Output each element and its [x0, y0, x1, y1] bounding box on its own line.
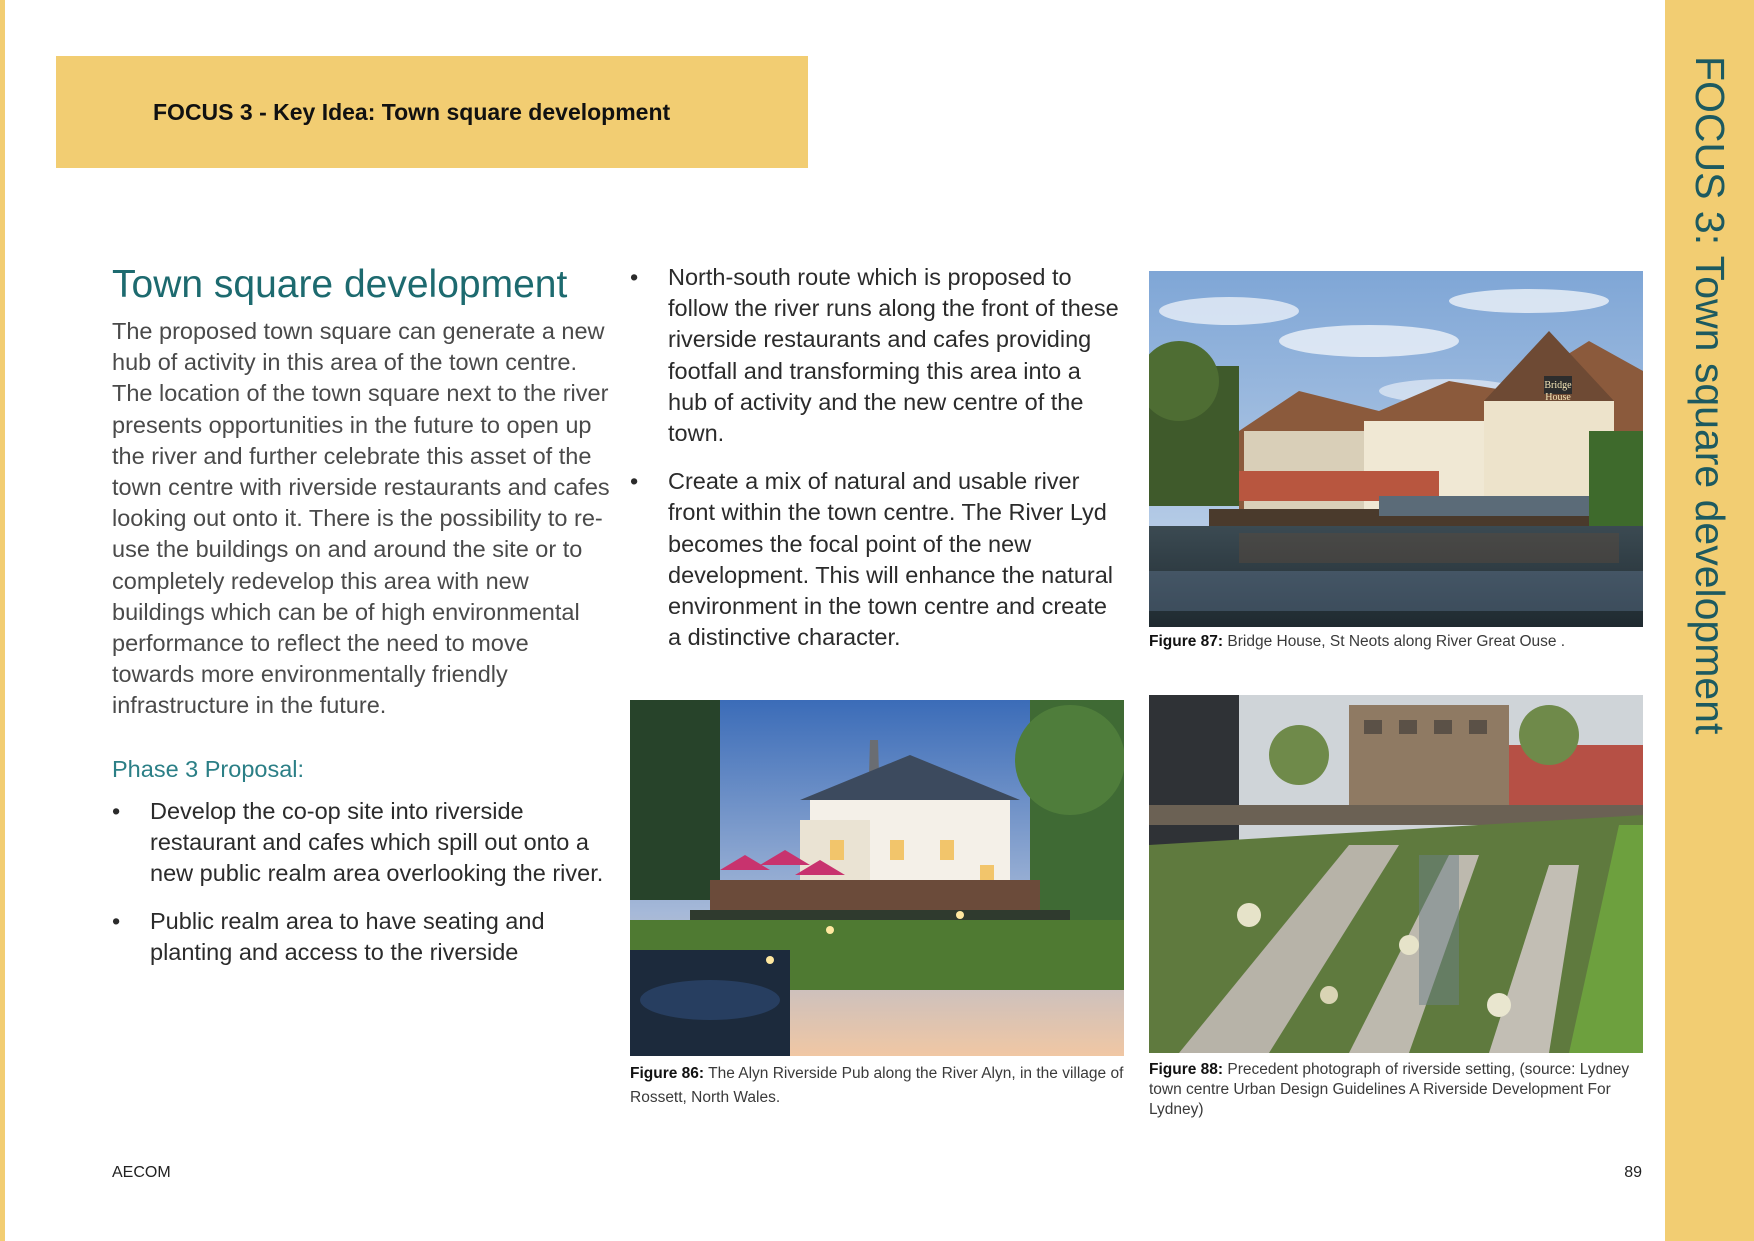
- phase-bullet-list: [112, 796, 612, 969]
- side-band: [1665, 0, 1754, 1241]
- pub-sign-line2: House: [1545, 392, 1571, 403]
- bullet-text: Create a mix of natural and usable river front within the town centre. The River Lyd becomes the focal point of the new development. This will enhance the natural environment in the town centre and create a distinctive character.: [668, 468, 1114, 651]
- list-item: [630, 466, 1122, 653]
- list-item: [112, 906, 612, 968]
- bullet-text: Public realm area to have seating and planting and access to the riverside: [150, 908, 545, 966]
- bridge-house-image: [1149, 271, 1643, 627]
- figure-87-photo: [1149, 271, 1643, 627]
- page-heading: Town square development: [112, 263, 568, 306]
- figure-88-text: Precedent photograph of riverside setting, (source: Lydney town centre Urban Design Guidelines A Riverside Development For Lydney): [1149, 1061, 1630, 1118]
- page-number: 89: [1624, 1164, 1642, 1181]
- figure-86-label: Figure 86:: [630, 1065, 705, 1082]
- figure-86-photo: [630, 700, 1124, 1056]
- list-item: [630, 262, 1122, 449]
- left-edge-stripe: [0, 0, 5, 1241]
- figure-86-caption: [630, 1062, 1124, 1110]
- mid-bullet-list: [630, 262, 1122, 653]
- bullet-marker: •: [112, 908, 121, 935]
- bullet-text: North-south route which is proposed to follow the river runs along the front of these riverside restaurants and cafes providing footfall and transforming this area into a hub of activity and the new centre of the town.: [668, 264, 1119, 447]
- bullet-marker: •: [630, 264, 639, 290]
- banner-title: FOCUS 3 - Key Idea: Town square development: [153, 98, 671, 125]
- bullet-text: Develop the co-op site into riverside restaurant and cafes which spill out onto a new public realm area overlooking the river.: [150, 797, 604, 887]
- bullet-marker: •: [112, 797, 121, 824]
- intro-paragraph: The proposed town square can generate a new hub of activity in this area of the town centre. The location of the town square next to the river presents opportunities in the future to open up the river and further celebrate this asset of the town centre with riverside restaurants and cafes looking out onto it. There is the possibility to re-use the buildings on and around the site or to completely redevelop this area with new buildings which can be of high environmental performance to reflect the need to move towards more environmentally friendly infrastructure in the future.: [112, 318, 610, 719]
- figure-88-label: Figure 88:: [1149, 1061, 1224, 1078]
- bullet-marker: •: [630, 468, 639, 495]
- riverside-planting-image: [1149, 695, 1643, 1053]
- list-item: [112, 796, 612, 890]
- figure-88-caption: [1149, 1060, 1649, 1120]
- figure-86-text: The Alyn Riverside Pub along the River Alyn, in the village of Rossett, North Wales.: [630, 1065, 1124, 1106]
- figure-87-caption: [1149, 632, 1643, 652]
- left-column: [112, 262, 612, 986]
- figure-87-text: Bridge House, St Neots along River Great Ouse .: [1223, 633, 1566, 650]
- pub-sign-line1: Bridge: [1544, 380, 1572, 391]
- side-band-title: FOCUS 3: Town square development: [1687, 56, 1733, 735]
- figure-88-photo: [1149, 695, 1643, 1053]
- figure-87-label: Figure 87:: [1149, 633, 1224, 650]
- phase-title: Phase 3 Proposal:: [112, 755, 305, 782]
- alyn-pub-image: [630, 700, 1124, 1056]
- focus-banner: [56, 56, 808, 168]
- footer-brand: AECOM: [112, 1164, 171, 1181]
- middle-column: [630, 262, 1122, 670]
